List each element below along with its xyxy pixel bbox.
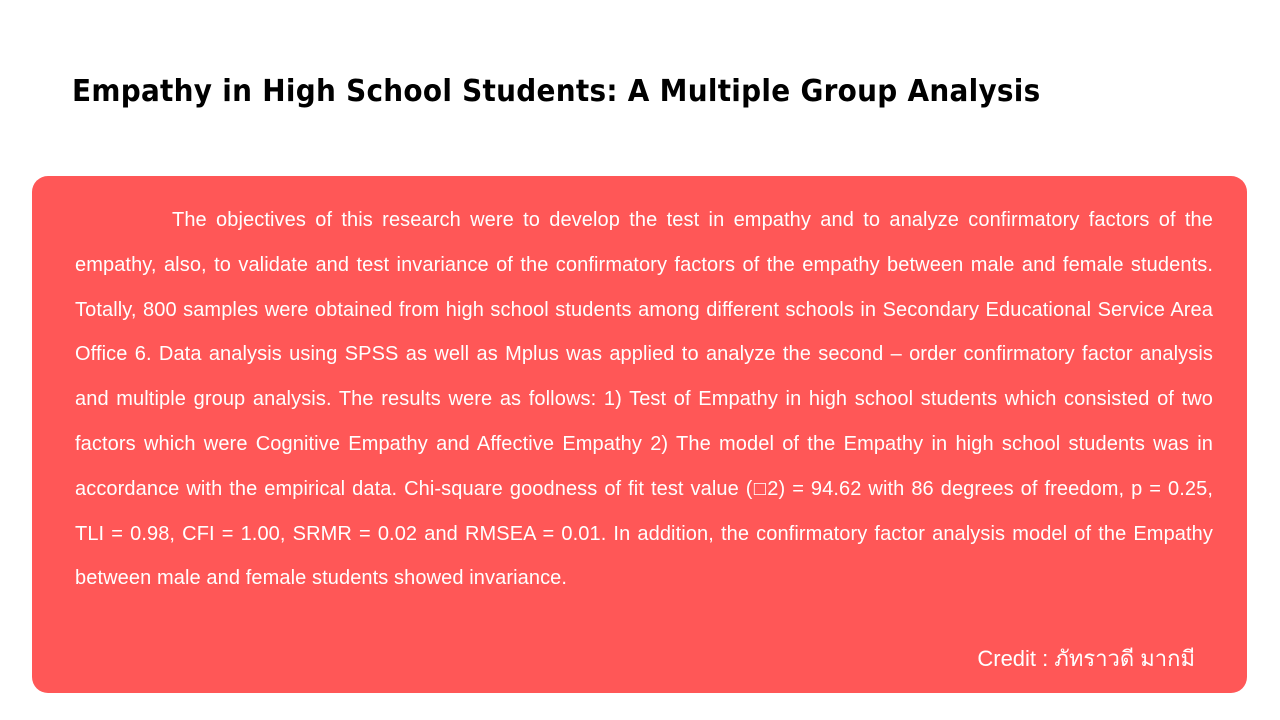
slide-title: Empathy in High School Students: A Multiple Group Analysis xyxy=(72,74,1041,109)
abstract-paragraph: The objectives of this research were to develop the test in empathy and to analyze confirmatory factors of the empathy, also, to validate and test invariance of the confirmatory factors of the empathy between male and female students. Totally, 800 samples were obtained from high school students among different schools in Secondary Educational Service Area Office 6. Data analysis using SPSS as well as Mplus was applied to analyze the second – order confirmatory factor analysis and multiple group analysis. The results were as follows: 1) Test of Empathy in high school students which consisted of two factors which were Cognitive Empathy and Affective Empathy 2) The model of the Empathy in high school students was in accordance with the empirical data. Chi-square goodness of fit test value (□2) = 94.62 with 86 degrees of freedom, p = 0.25, TLI = 0.98, CFI = 1.00, SRMR = 0.02 and RMSEA = 0.01. In addition, the confirmatory factor analysis model of the Empathy between male and female students showed invariance. xyxy=(75,209,1213,590)
abstract-card xyxy=(32,176,1247,693)
credit-line: Credit : ภัทราวดี มากมี xyxy=(977,646,1195,671)
